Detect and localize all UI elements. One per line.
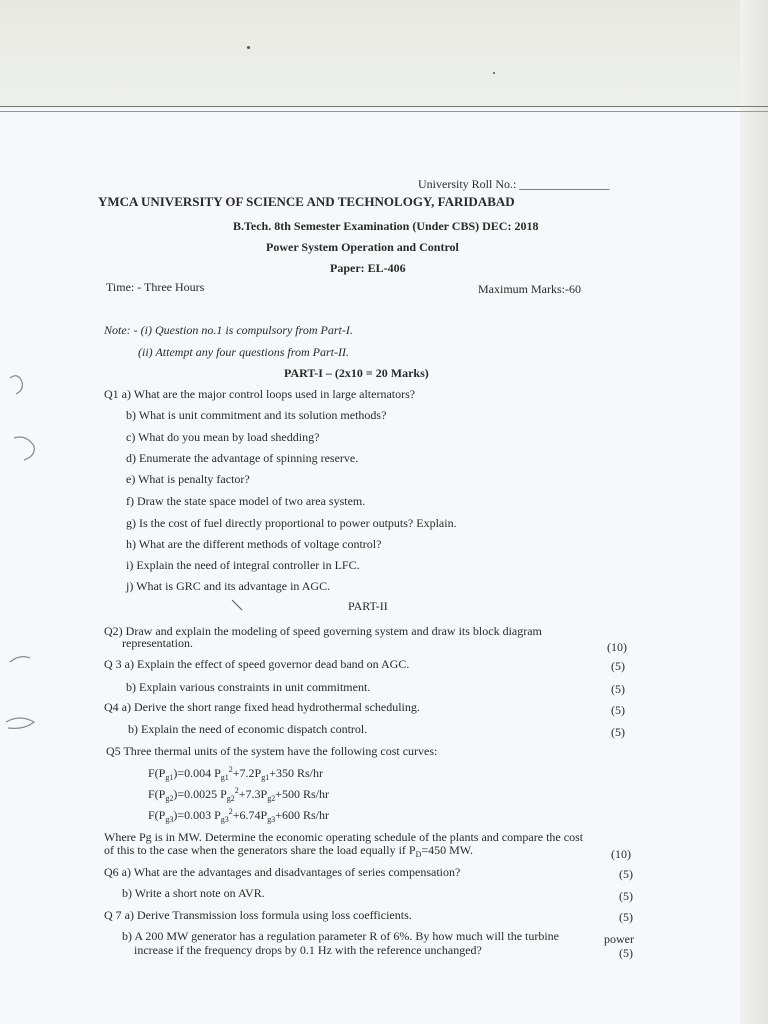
question-3a-marks: (5) [611,659,625,673]
question-2-line-2: representation. [122,636,193,650]
question-7b-power: power [604,932,634,946]
question-1j: j) What is GRC and its advantage in AGC. [126,579,331,593]
question-4a-marks: (5) [611,703,625,717]
question-1a: Q1 a) What are the major control loops used in large alternators? [104,387,416,401]
question-6a-marks: (5) [619,867,633,881]
question-1f: f) Draw the state space model of two area system. [126,494,366,508]
note-line-1: Note: - (i) Question no.1 is compulsory from Part-I. [104,323,353,337]
question-1d: d) Enumerate the advantage of spinning reserve. [126,451,359,465]
question-2-line-1: Q2) Draw and explain the modeling of speed governing system and draw its block diagram [104,624,542,638]
question-1h: h) What are the different methods of voltage control? [126,537,382,551]
question-6b-marks: (5) [619,889,633,903]
subject-title: Power System Operation and Control [266,240,459,254]
note-line-2: (ii) Attempt any four questions from Part-II. [138,345,349,359]
paper-code: Paper: EL-406 [330,261,406,275]
exam-time: Time: - Three Hours [106,280,205,294]
question-1b: b) What is unit commitment and its solution methods? [126,408,387,422]
question-6b: b) Write a short note on AVR. [122,886,265,900]
part2-heading: PART-II [348,599,388,613]
question-3b: b) Explain various constraints in unit commitment. [126,680,371,694]
cost-equation-2: $F(P_{g2})=0.0025$ $P_{g2}^2+7.3P_{g2}+500$ Rs/hr [148,786,330,803]
maximum-marks: Maximum Marks:-60 [478,282,581,296]
question-3b-marks: (5) [611,682,625,696]
question-7a-marks: (5) [619,910,633,924]
question-7b-marks: (5) [619,946,633,960]
university-name: YMCA UNIVERSITY OF SCIENCE AND TECHNOLOGY, FARIDABAD [98,194,515,209]
cost-equation-1: $F(P_{g1})=0.004$ $P_{g1}^2+7.2P_{g1}+350$ Rs/hr [148,765,324,782]
question-5-text-line-2: of this to the case when the generators share the load equally if $P_D=450$ MW. [104,843,474,859]
question-1g: g) Is the cost of fuel directly proportional to power outputs? Explain. [126,516,457,530]
exam-title: B.Tech. 8th Semester Examination (Under CBS) DEC: 2018 [233,219,539,233]
question-1e: e) What is penalty factor? [126,472,250,486]
cost-equation-3: $F(P_{g3})=0.003$ $P_{g3}^2+6.74P_{g3}+600$ Rs/hr [148,807,330,824]
question-4a: Q4 a) Derive the short range fixed head hydrothermal scheduling. [104,700,420,714]
question-5-marks: (10) [611,847,631,861]
question-5: Q5 Three thermal units of the system have the following cost curves: [106,744,438,758]
question-6a: Q6 a) What are the advantages and disadvantages of series compensation? [104,865,461,879]
question-1i: i) Explain the need of integral controller in LFC. [126,558,360,572]
part1-heading: PART-I – (2x10 = 20 Marks) [284,366,429,380]
question-3a: Q 3 a) Explain the effect of speed governor dead band on AGC. [104,657,410,671]
question-4b: b) Explain the need of economic dispatch control. [128,722,368,736]
question-4b-marks: (5) [611,725,625,739]
question-5-text-line-1: Where Pg is in MW. Determine the economic operating schedule of the plants and compare the cost [104,830,584,844]
question-7b-line-1: b) A 200 MW generator has a regulation parameter R of 6%. By how much will the turbine [122,929,560,943]
question-1c: c) What do you mean by load shedding? [126,430,320,444]
question-2-marks: (10) [607,640,627,654]
roll-number: University Roll No.: _______________ [418,177,610,191]
question-7a: Q 7 a) Derive Transmission loss formula using loss coefficients. [104,908,412,922]
question-7b-line-2: increase if the frequency drops by 0.1 Hz with the reference unchanged? [134,943,482,957]
